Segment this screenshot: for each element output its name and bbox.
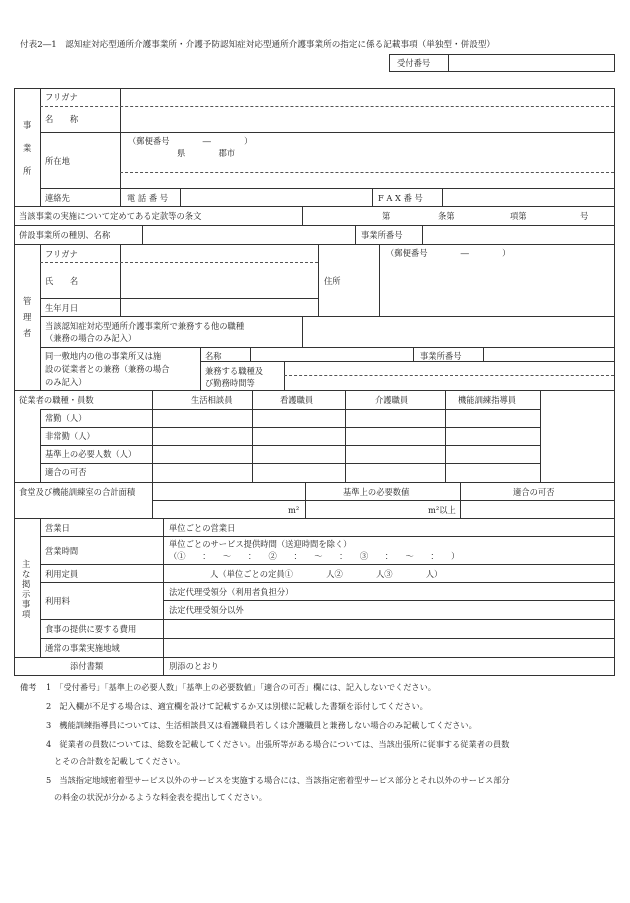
- office-tel-label: 電 話 番 号: [127, 193, 169, 203]
- office-contact-label: 連絡先: [45, 193, 70, 203]
- manager-birth-label: 生年月日: [45, 303, 79, 313]
- manager-address-field[interactable]: [380, 260, 613, 315]
- articles-label: 当該事業の実施について定めてある定款等の条文: [19, 211, 202, 221]
- office-address-label: 所在地: [45, 156, 70, 166]
- annex-office-no-label: 事業所番号: [361, 230, 403, 240]
- receipt-number-field[interactable]: [449, 55, 613, 70]
- manager-furigana-label: フリガナ: [45, 249, 78, 259]
- form-page: 付表2―1 認知症対応型通所介護事業所・介護予防認知症対応型通所介護事業所の指定に係る記載事項（単独型・併設型） 受付番号 事 業 所 フリガナ 名 称 所在地 （郵便番号 ― ） 県 郡市 連絡先 電 話 番 号 F A X 番 号 当該事業の実施について定めてある定款等の条文 第 条第 項第 号 併設事業所の種別、名称 事業所番号 管 理 者 フリガナ 氏 名 生年月日 住所 （郵便番号 ― ） 当該認知症対応型通所介護事業所で兼務する他の職種 （兼務の場合のみ記入） 同一敷地内の他の事業所又は施 設の従業者との兼務（兼務の場合 のみ記入） 名称 事業所番号 兼務する職種及 び勤務時間等 従業者の職種・員数 生活相談員 看護職員 介護職員 機能訓練指導員 常勤（人） 非常勤（人） 基準上の必要人数（人） 適合の可否 食堂及び機能訓練室の合計面積 基準上の必要数値 適合の可否 m² m²以上 主 な 掲 示 事 項 営業日 単位ごとの営業日 営業時間 単位ごとのサービス提供時間（送迎時間を除く） （① ： ～ ： ② ： ～ ： ③ ： ～ ： ） 利用定員 人（単位ごとの定員① 人② 人③ 人） 利用料 法定代理受領分（利用者負担分） 法定代理受領分以外 食事の提供に要する費用 通常の事業実施地域 添付書類 別添のとおり 備考 1 「受付番号」「基準上の必要人数」「基準上の必要数値」「適合の可否」欄には、記入しないでください。 2 記入欄が不足する場合は、適宜欄を設けて記載するか又は別様に記載した書類を添付してください。 3 機能訓練指導員については、生活相談員又は看護職員若しくは介護職員と兼務しない場合のみ記載してください。 4 従業者の員数については、総数を記載してください。出張所等がある場合については、当該出張所に従事する従業者の員数 とその合計数を記載してください。 5 当該指定地域密着型サービス以外のサービスを実施する場合には、当該指定密着型サービス部分とそれ以外のサービス部分 の料金の状況が分かるような料金表を提出してください。: [0, 0, 630, 903]
- other-office-no-label: 事業所番号: [420, 351, 462, 361]
- office-fax-label: F A X 番 号: [378, 193, 423, 203]
- office-pref-city: 県 郡市: [177, 148, 236, 158]
- receipt-number-label: 受付番号: [397, 58, 431, 68]
- table-border-left: [14, 88, 15, 675]
- other-office-name-label: 名称: [205, 351, 222, 361]
- manager-postal: （郵便番号 ― ）: [386, 248, 511, 258]
- office-furigana-label: フリガナ: [45, 92, 78, 102]
- table-border-right: [614, 88, 615, 675]
- manager-name-label: 氏 名: [45, 276, 79, 286]
- office-name-field[interactable]: [121, 108, 613, 131]
- manager-name-field[interactable]: [121, 264, 317, 297]
- office-furigana-field[interactable]: [121, 89, 613, 105]
- area-label: 食堂及び機能訓練室の合計面積: [19, 487, 136, 497]
- form-title: 付表2―1 認知症対応型通所介護事業所・介護予防認知症対応型通所介護事業所の指定に係る記載事項（単独型・併設型）: [20, 40, 496, 50]
- office-fax-field[interactable]: [443, 189, 613, 205]
- staff-header: 従業者の職種・員数: [19, 395, 94, 405]
- notes-head: 備考: [20, 682, 37, 692]
- attached-label: 添付書類: [70, 661, 104, 671]
- office-name-label: 名 称: [45, 114, 79, 124]
- office-postal: （郵便番号 ― ）: [128, 136, 253, 146]
- attached-value: 別添のとおり: [169, 661, 219, 671]
- office-tel-field[interactable]: [181, 189, 371, 205]
- manager-address-label: 住所: [324, 276, 341, 286]
- annex-label: 併設事業所の種別、名称: [19, 230, 111, 240]
